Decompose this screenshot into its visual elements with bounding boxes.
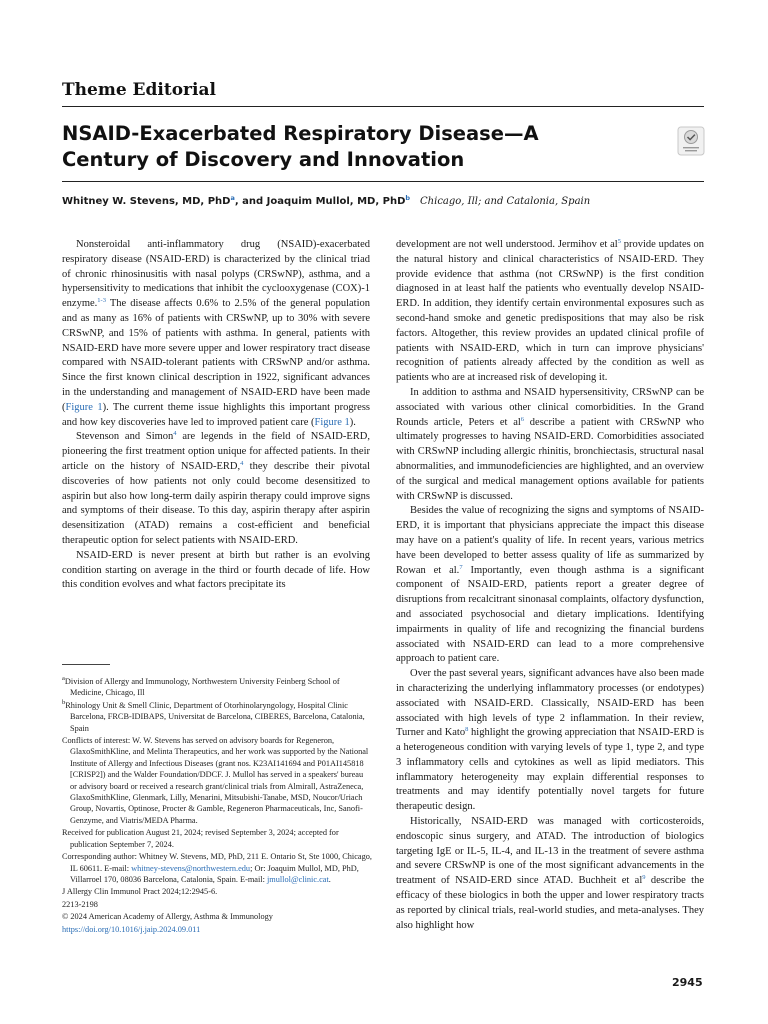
page-number: 2945 — [672, 976, 703, 989]
right-column — [396, 238, 704, 933]
author-connector: , and — [234, 196, 267, 207]
section-label: Theme Editorial — [62, 80, 216, 100]
citation-ref[interactable]: 5 — [617, 238, 621, 245]
paragraph: Nonsteroidal anti-inflammatory drug (NSAID)-exacerbated respiratory disease (NSAID-ERD) is characterized by the clinical triad of chronic rhinosinusitis with nasal polyps (CRSwNP), asthma, and a hypersensitivity to medications that inhibit the cyclooxygenase (COX)-1 enzyme.$^{1-3}$ The disease affects 0.6% to 2.5% of the general population and as many as 16% of patients with CRSwNP, up to 30% with severe CRSwNP, and 15% of patients with asthma. In general, patients with NSAID-ERD have more severe upper and lower respiratory tract disease compared with NSAID-tolerant patients with CRSwNP and/or asthma. Since the first known clinical description in 1922, significant advances in the understanding and management of NSAID-ERD have been made (Figure 1). The current theme issue highlights this important progress and how key discoveries have led to improved patient care (Figure 1). — [62, 239, 370, 428]
paragraph: Historically, NSAID-ERD was managed with corticosteroids, endoscopic sinus surgery, and ATAD. The introduction of biologics targeting IgE or IL-5, IL-4, and IL-13 in the treatment of severe asthma and severe CRSwNP is one of the most significant advancements in the treatment of NSAID-ERD since ATAD. Buchheit et $al^9$ describe the efficacy of these biologics in both the upper and lower respiratory tracts as reported by clinical trials, real-world studies, and meta-analyses. They also highlight how — [396, 816, 704, 931]
doi-link[interactable]: https://doi.org/10.1016/j.jaip.2024.09.011 — [62, 924, 201, 934]
author-2-affil-sup: b — [405, 194, 411, 202]
email-link[interactable]: whitney-stevens@northwestern.edu — [131, 863, 251, 873]
author-line — [62, 196, 590, 207]
conflicts-of-interest: Conflicts of interest: W. W. Stevens has served on advisory boards for Regeneron, GlaxoSmithKline, and Melinta Therapeutics, and her work was supported by the National Institute of Allergy and Infectious Diseases (grant nos. K23AI141694 and P01AI145818 [CRISP2]) and the Walder Foundation/DDCF. J. Mullol has served in a speakers' bureau or advisory board or received a research grant/clinical trials from Almirall, AstraZeneca, GlaxoSmithKline, Glenmark, Lilly, Menarini, Mitsubishi-Tanabe, MSD, Noucor/Uriach Group, Novartis, Optinose, Procter & Gamble, Regeneron Pharmaceuticals, Inc, Sanofi-Genzyme, and Viatris/MEDA Pharma. — [62, 736, 369, 825]
footnotes — [62, 676, 372, 936]
citation-ref[interactable]: 6 — [520, 415, 525, 423]
citation-ref[interactable]: 9 — [642, 874, 646, 882]
citation-ref[interactable]: 8 — [465, 726, 469, 734]
footnote-rule — [62, 664, 110, 665]
left-column — [62, 238, 370, 593]
check-for-updates-icon — [677, 126, 705, 156]
issn: 2213-2198 — [62, 899, 98, 909]
paragraph: development are not well understood. Jermihov et $al^5$ provide updates on the natural history and clinical characteristics of NSAID-ERD. They provide evidence that asthma (not CRSwNP) is the first condition diagnosed in at least half the patients who eventually develop NSAID-ERD. In addition, they identify certain environmental exposures such as second-hand smoke and genetic predispositions that may also be risk factors. Altogether, this review provides an updated clinical profile of patients with NSAID-ERD, which in turn can improve physicians' recognition of patients already affected by the condition as well as patients who are at increased risk of developing it. — [396, 238, 704, 384]
journal-citation: J Allergy Clin Immunol Pract 2024;12:2945-6. — [62, 887, 218, 897]
title-rule — [62, 181, 704, 182]
citation-ref[interactable]: 4 — [173, 430, 177, 438]
paragraph: Stevenson and Simon$^4$ are legends in the field of NSAID-ERD, pioneering the first treatment option unique for affected patients. In their article on the history of NSAID-ERD,$^4$ they describe their pivotal discoveries of how patients not only could become desensitized to aspirin but also how long-term daily aspirin therapy could improve signs and symptoms of their disease. To this day, aspirin therapy after aspirin desensitization (ATAD) remains a cost-efficient and beneficial therapeutic option for select patients with NSAID-ERD. — [62, 430, 370, 546]
paragraph: Besides the value of recognizing the signs and symptoms of NSAID-ERD, it is important that physicians appreciate the impact this disease may have on a patient's quality of life. In recent years, various metrics have been developed to better assess quality of life as summarized by Rowan et al.$^7$ Importantly, even though asthma is a significant component of NSAID-ERD, patients report a greater degree of disruptions from recalcitrant sinonasal complaints, olfactory dysfunction, and associated psychosocial and dietary implications. Identifying impairments in quality of life and recognizing the financial burdens associated with NSAID-ERD can lead to a more comprehensive approach to patient care. — [396, 505, 705, 665]
paragraph: NSAID-ERD is never present at birth but rather is an evolving condition starting on average in the third or fourth decade of life. How this condition evolves and what factors precipitate its — [62, 549, 370, 591]
citation-ref[interactable]: 4 — [240, 459, 244, 467]
author-2: Joaquim Mullol, MD, PhD — [266, 196, 406, 207]
figure-1-link[interactable]: Figure 1 — [65, 401, 103, 413]
author-location: Chicago, Ill; and Catalonia, Spain — [420, 196, 591, 207]
copyright: © 2024 American Academy of Allergy, Asthma & Immunology — [62, 912, 273, 922]
author-1: Whitney W. Stevens, MD, PhD — [62, 196, 231, 207]
paragraph: Over the past several years, significant advances have also been made in characterizing the underlying inflammatory processes (or endotypes) associated with NSAID-ERD. Classically, NSAID-ERD has been associated with high levels of type 2 inflammation. In their review, Turner and Kato$^8$ highlight the growing appreciation that NSAID-ERD is a heterogeneous condition with varying levels of type 1, type 2, and type 3 inflammatory cells and cytokines as well as lipid mediators. This inflammatory heterogeneity may explain differential responses to treatments and may identify potentially novel targets for future therapeutic design. — [396, 668, 704, 813]
publication-dates: Received for publication August 21, 2024; revised September 3, 2024; accepted for publication September 7, 2024. — [62, 828, 339, 849]
affiliation-b: $^b$Rhinology Unit & Smell Clinic, Department of Otorhinolaryngology, Hospital Clinic Barcelona, FRCB-IDIBAPS, Universitat de Barcelona, CIBERES, Barcelona, Catalonia, Spain — [62, 698, 365, 733]
article-title: NSAID-Exacerbated Respiratory Disease—A Century of Discovery and Innovation — [62, 122, 539, 171]
paragraph: In addition to asthma and NSAID hypersensitivity, CRSwNP can be associated with various other clinical comorbidities. In the Grand Rounds article, Peters et $al^6$ describe a patient with CRSwNP who ultimately progresses to having NSAID-ERD. Comorbidities associated with CRSwNP including allergic rhinitis, bronchiectasis, structural nasal abnormalities, and immunodeficiencies are highlighted, and an overview of the surgical and medical management options available for patients with CRSwNP is discussed. — [396, 386, 704, 502]
figure-1-link[interactable]: Figure 1 — [314, 416, 350, 428]
affiliation-a: $^a$Division of Allergy and Immunology, Northwestern University Feinberg School of Medicine, Chicago, Ill — [62, 675, 340, 698]
email-link[interactable]: jmullol@clinic.cat — [266, 874, 329, 884]
author-1-affil-sup: a — [230, 194, 235, 202]
corresponding-author: Corresponding author: Whitney W. Stevens, MD, PhD, 211 E. Ontario St, Ste 1000, Chicago, IL 60611. E-mail: whitney-stevens@northwestern.edu; Or: Joaquim Mullol, MD, PhD, Villarroel 170, 08036 Barcelona, Catalonia, Spain. E-mail: jmullol@clinic.cat. — [62, 852, 372, 884]
check-for-updates-badge[interactable] — [677, 126, 705, 156]
citation-ref[interactable]: 7 — [459, 563, 463, 571]
top-rule — [62, 106, 704, 107]
citation-ref[interactable]: 1-3 — [97, 297, 106, 305]
